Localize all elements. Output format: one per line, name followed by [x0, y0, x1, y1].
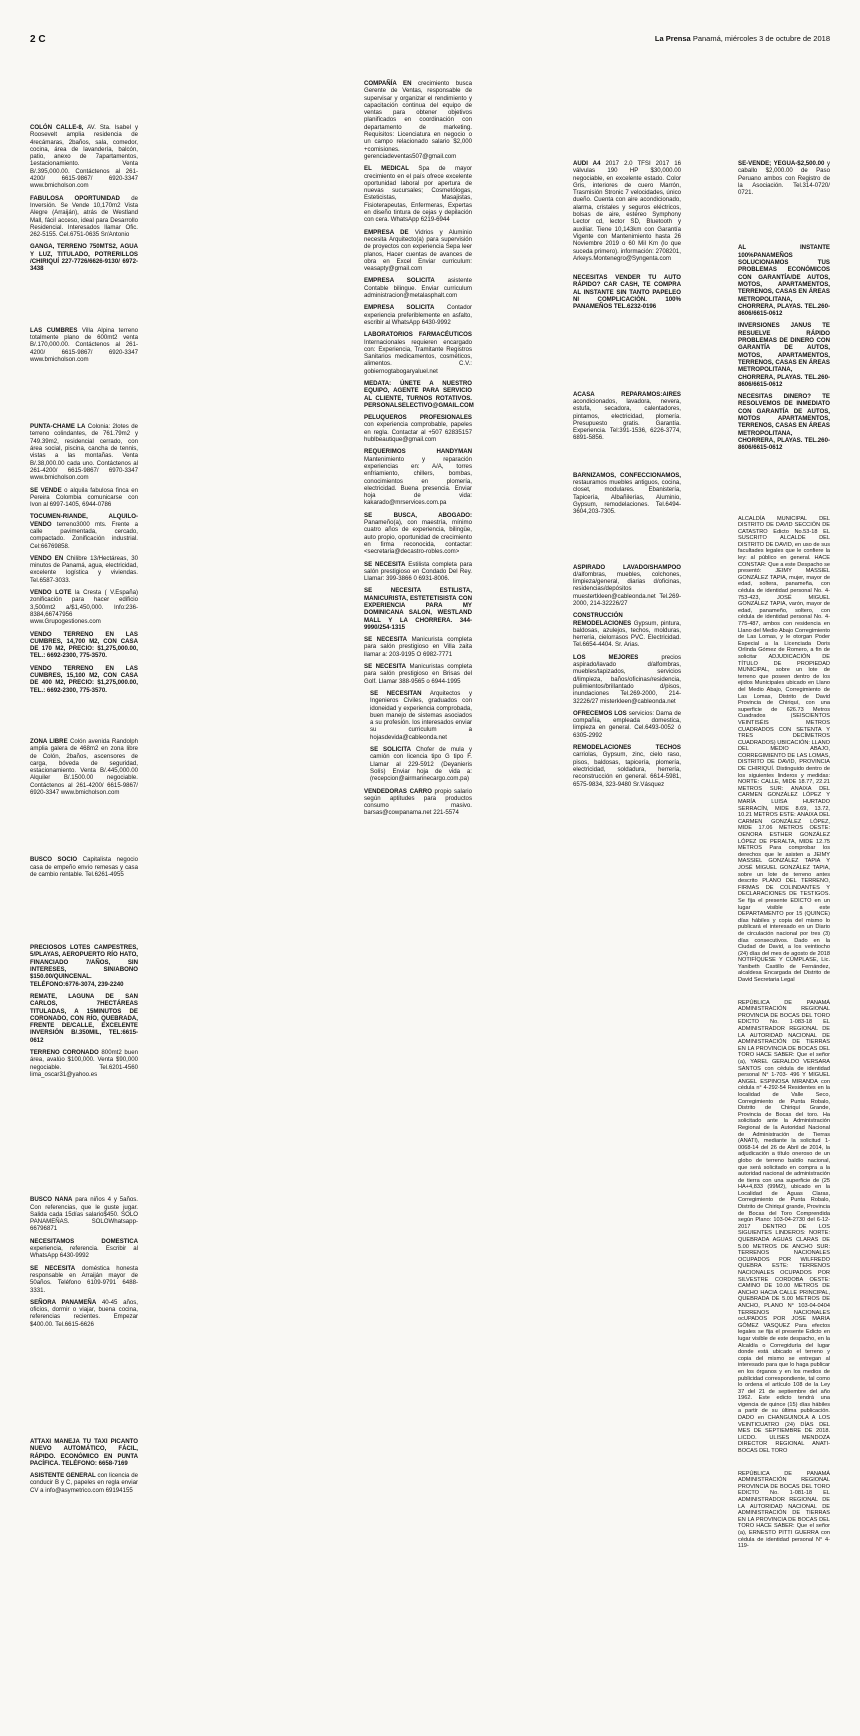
ad-lead: LABORATORIOS FARMACÉUTICOS — [364, 331, 472, 339]
ad-body: experiencia, referencia. Escribir al WhatsApp 6430-9992 — [30, 1245, 138, 1260]
brand-name: La Prensa — [654, 34, 691, 43]
classified-ad — [738, 160, 830, 196]
classified-ad — [573, 160, 681, 262]
ad-body: para niños 4 y 5años. Con referencias, que le guste jugar. Salida cada 15días salario$450. SOLO PANAMEÑAS. SOLOWhatsapp-66796871 — [30, 1196, 138, 1233]
ad-body: crecimiento busca Gerente de Ventas, responsable de supervisar y organizar el rendimiento y capacitación continua del equipo de ventas para obtener objetivos planificados en coordinación con departamento de marketing. Requisitos: Licenciatura en negocio o un campo relacionado salario $2,000 +comisiones. gerenciadeventas507@gmail.com — [364, 80, 472, 160]
ad-lead: BUSCO NANA — [30, 1196, 73, 1204]
classified-ad — [738, 393, 830, 451]
ad-body: servicios: Dama de compañía, empleada domestica, limpieza en general. Cel.6493-0052 ó 6305-2992 — [573, 709, 681, 739]
classified-ad — [364, 587, 472, 631]
ad-body: Arquitectos y Ingenieros Civiles, graduados con idoneidad y experiencia comprobada, buen manejo de sistemas asociados a su profesión. los interesados enviar su curriculum a hojasdevida@cableonda.net — [370, 689, 472, 741]
ad-body: Contador experiencia preferiblemente en asfalto, escribir al WhatsApp 6430-9992 — [364, 304, 473, 326]
ad-lead: TERRENO CORONADO — [30, 1049, 99, 1057]
ad-body: asistente Contable bilingue. Enviar curriculum administracion@metalasphalt.com — [364, 277, 472, 300]
classified-ad — [30, 944, 138, 988]
ad-lead: ASPIRADO LAVADO/SHAMPOO — [573, 563, 681, 571]
ad-body: Vidrios y Aluminio necesita Arquitecto(a) para supervisión de proyectos con experiencia Sepa leer planos, Hacer cuentas de avances de obra en Excel Enviar curriculum: veasapty@gmail.com — [364, 228, 472, 273]
ad-body: doméstica honesta responsable en Arraiján mayor de 50años. Teléfono 6109-9791 6488-3331. — [30, 1264, 138, 1294]
ad-lead: SE NECESITAN — [370, 689, 422, 697]
classified-ad — [30, 1049, 138, 1078]
ad-lead: LOS MEJORES — [573, 653, 639, 661]
ad-body: Colón avenida Randolph amplia galera de 468m2 en zona libre de Colón, 2baños, ascensores de carga, bóveda de seguridad, estacionamiento. Venta B/.445,000.00 Alquiler B/.1500.00 negociable. Contáctenos al 261-4200/ 6615-9867/ 6920-3347 www.bmicholson.com — [30, 737, 139, 796]
ad-body: acondicionados, lavadora, nevera, estufa, secadora, calentadores, pintamos, electricidad, plomería. Presupuesto gratis. Garantía. Experiencia. Tel:391-1536, 6226-3774, 6891-5856. — [573, 397, 681, 442]
ad-body: y caballo $2,000.00 de Paso Peruano ambos con Registro de la Asociación. Tel.314-0720/ 0721. — [738, 160, 830, 197]
ad-body: Chilibre 13/Hectáreas, 30 minutos de Panamá, agua, electricidad, excelente logística y viviendas. Tel.6587-3033. — [30, 554, 138, 584]
column-classifieds-2 — [364, 80, 472, 822]
classified-ad — [364, 165, 472, 223]
ad-body: Capitalista negocio casa de empeño envío remesas y casa de cambio rentable. Tel.6261-4955 — [30, 856, 139, 878]
ad-lead: CONSTRUCCIÓN REMODELACIONES — [573, 612, 632, 627]
legal-notice: REPÚBLICA DE PANAMÁ ADMINISTRACIÓN REGIONAL PROVINCIA DE BOCAS DEL TORO EDICTO No. 1-083-18 EL ADMINISTRADOR REGIONAL DE LA AUTORIDAD NACIONAL DE ADMINISTRACIÓN DE TIERRAS EN LA PROVINCIA DE BOCAS DEL TORO HACE SABER: Que el señor (a), YAREL GERALDO VERSARA SANTOS con cédula de identidad personal N° 1-703- 496 Y MIGUEL ANGEL ESPINOSA MIRANDA con cédula n° 4-292-54 Residentes en la localidad de Valle Seco, Corregimiento de Punta Robalo, Distrito de Chiriquí Grande, Provincia de Bocas del toro. Ha solicitado ante la Administración Regional de la Autoridad Nacional de Administración de Tierras (ANATI), mediante la solicitud 1-0068-14 del 26 de Abril de 2014, la adjudicación a título oneroso de un globo de terreno baldío nacional, que será solicitado en compra a la autoridad nacional de administración de tierra con una superficie de (25 HA+4,833 (99M2), ubicado en la Localidad de Aguas Claras, Corregimiento de Punta Robalo, Distrito de Chiriquí grande, Provincia de Bocas del Toro Comprendida según Plano: 103-04-2730 del 6-12-2017 DENTRO DE LOS SIGUIENTES LINDEROS: NORTE: QUEBRADA AGUAS CLARAS DE 5.00 METROS DE ANCHO SUR: TERRENOS NACIONALES OCUPADOS POR WILFREDO QUEBRA ESTE: TERRENOS NACIONALES OCUPADOS POR SILVESTRE CORDOBA OESTE: CAMINO DE 10.00 METROS DE ANCHO HACIA CALLE PRINCIPAL, QUEBRADA DE 5.00 METROS DE ANCHO, PLANO N° 103-04-0404 TERRENOS NACIONALES ocUPADOS POR JOSE MARIA GÓMEZ VASQUEZ Para efectos legales se fija el presente Edicto en lugar visible de este despacho, en la Alcaldía o Corregiduría del lugar donde está ubicado el terreno y copia del mismo se entregan al interesado para que lo haga publicar en los órganos y en los medios de publicidad correspondiente, tal como lo ordena el artículo 108 de la Ley 37 del 21 de septiembre del año 1962. Este edicto tendrá una vigencia de quince (15) días hábiles a partir de su última publicación. DADO en CHANGUINOLA A LOS VEINTICUATRO (24) DÍAS DEL MES DE SEPTIEMBRE DE 2018. LICDO. ULISES MENDOZA DIRECTOR REGIONAL ANATI-BOCAS DEL TORO — [738, 999, 830, 1455]
classified-ad — [30, 631, 138, 660]
classified-ad — [573, 472, 681, 516]
ad-lead: FABULOSA OPORTUNIDAD — [30, 194, 120, 202]
classified-ad — [30, 423, 138, 481]
ad-lead: SE SOLICITA — [370, 746, 412, 754]
ad-body: Manicuristas completa para salón prestigioso en Brisas del Golf. Llamar 388-9565 o 6944-1995 — [364, 663, 472, 685]
ad-lead: PUNTA-CHAME LA — [30, 423, 86, 431]
column-classifieds-4 — [738, 80, 830, 1555]
classified-ad — [364, 561, 472, 583]
ad-body: terreno3000 mts. Frente a calle pavimentada, cercado, compactado. Zonificación industrial. Cel:66769858. — [30, 520, 138, 550]
classified-ad — [573, 744, 681, 788]
ad-lead: VENDO TERRENO EN LAS CUMBRES, 15,100 M2, CON CASA DE 400 M2, PRECIO: $1,275,000.00, TEL.: 6692-2300, 775-3570. — [30, 664, 138, 694]
ad-lead: SE NECESITA — [364, 560, 406, 568]
ad-lead: ZONA LIBRE — [30, 737, 68, 745]
classified-ad — [30, 589, 138, 625]
ad-lead: SE-VENDE; YEGUA-$2,500.00 — [738, 160, 825, 167]
classified-ad — [573, 710, 681, 739]
ad-lead: OFRECEMOS LOS — [573, 709, 627, 717]
classified-ad — [364, 380, 472, 409]
classified-ad — [30, 738, 138, 796]
ad-body: Spa de mayor crecimiento en el país ofrece excelente oportunidad laboral por apertura de nuevas sucursales; Cosmetólogas, Esteticistas, Masajistas, Fisioterapeutas, Enfermeras, Expertas en diseño tintura de cejas y depilación con cera. WhatsApp 6219-6944 — [364, 165, 472, 224]
dateline: Panamá, miércoles 3 de octubre de 2018 — [692, 34, 830, 43]
classified-ad — [30, 555, 138, 584]
ad-lead: MEDATA: ÚNETE A NUESTRO EQUIPO, AGENTE PARA SERVICIO AL CLIENTE, TURNOS ROTATIVOS. PERSONALSELECTIVO@GMAIL.COM — [364, 379, 474, 409]
ad-body: Colonia: 2lotes de terreno colindantes, de 761.79m2 y 749.39m2, residencial cerrado, con área social, piscina, cancha de tennis, vistas a las montañas. Venta B/.38,000.00 cada uno. Contáctenos al 261-4200/ 6615-9867/ 6970-3347 www.bmicholson.com — [30, 423, 138, 482]
ad-lead: SE NECESITA — [364, 663, 407, 671]
ad-lead: SE VENDE — [30, 486, 62, 494]
ad-lead: SE BUSCA, ABOGADO: — [364, 511, 472, 519]
masthead — [655, 34, 830, 43]
classified-ad — [573, 564, 681, 608]
ad-lead: INVERSIONES JANUS TE RESUELVE RÁPIDO PROBLEMAS DE DINERO CON GARANTÍA DE AUTOS, MOTOS, APARTAMENTOS, TERRENOS, CASAS EN ÁREAS METROPOLITANA, CHORRERA, PLAYAS. TEL.260-8606/6615-0612 — [738, 322, 830, 388]
ad-lead: REQUERIMOS HANDYMAN — [364, 448, 472, 456]
classified-ad — [30, 856, 138, 878]
ad-lead: COLÓN CALLE-8, — [30, 124, 84, 131]
ad-lead: COMPAÑÍA EN — [364, 80, 412, 87]
classified-ad — [30, 243, 138, 272]
ad-body: 2017 2.0 TFSI 2017 16 válvulas 190 HP $30,000.00 negociable, en excelente estado. Color Gris, interiores de cuero Marrón, Trasmisión Stronic 7 velocidades, único dueño. Cuenta con aire acondicionado, alarma, cristales y seguros eléctricos, bolsas de aire, estéreo Symphony Lector cd, lector SD, Bluetooth y auxiliar. Tiene 10,143km con Garantía Vigente con Mantenimiento hasta 26 Noviembre 2019 o 60 Mil Km (lo que suceda primero). información: 2708201, Arkeys.Montenegro@Syngenta.com — [573, 160, 682, 262]
classified-ad — [573, 612, 681, 648]
classified-ad — [738, 322, 830, 388]
ad-body: precios aspirado/lavado d/alfombras, muebles/tapizados, servicios d/limpieza, baños/oficinas/residencia, pulimientos/brillantado d/pisos, inundaciones Tel.269-2000, 214-32226/27 misterkleen@cableonda.net — [573, 653, 681, 705]
ad-lead: PELUQUEROS PROFESIONALES — [364, 414, 472, 422]
ad-lead: EMPRESA SOLICITA — [364, 304, 435, 312]
classified-ad — [30, 1299, 138, 1328]
ad-lead: VENDO TERRENO EN LAS CUMBRES, 14,700 M2, CON CASA DE 170 M2, PRECIO: $1,275,000.00, TEL.: 6692-2300, 775-3570. — [30, 630, 138, 660]
ad-lead: SE NECESITA — [364, 636, 408, 644]
classified-ad — [30, 327, 138, 363]
column-classifieds-3 — [573, 80, 681, 793]
ad-body: d/alfombras, muebles, colchones, limpieza/general, diarias d/oficinas, residencias/depósitos muestertkleen@cableonda.net Tel.269-2000, 214-32226/27 — [573, 570, 681, 607]
ad-body: restauramos muebles antiguos, cocina, closet, modulares. Ebanistería, Tapicería, Albañilerías, Aluminio, Gypsum, remodelaciones. Tel.6494-3604,203-7305. — [573, 479, 681, 516]
classified-ad — [364, 636, 472, 658]
classified-ad — [573, 654, 681, 705]
classified-ad — [30, 665, 138, 694]
ad-lead: SE NECESITA — [30, 1264, 76, 1272]
ad-lead: NECESITAS VENDER TU AUTO RÁPIDO? CAR CASH, TE COMPRA AL INSTANTE SIN TANTO PAPELEO NI COMPLICACIÓN. 100% PANAMEÑOS TEL.6232-0196 — [573, 274, 681, 311]
classified-ad — [30, 993, 138, 1044]
classified-ad — [30, 124, 138, 190]
ad-body: AV. Sta. Isabel y Roosevelt amplia residencia de 4recámaras, 2baños, sala, comedor, cocina, área de lavandería, balcón, patio, anexo de 7apartamentos, 1estacionamiento. Venta B/.395,000.00. Contáctenos al 261-4200/ 6615-9867/ 6920-3347 www.bmicholson.com — [30, 124, 138, 190]
ad-lead: GANGA, TERRENO 750MTS2, AGUA Y LUZ, TITULADO, POTRERILLOS /CHIRIQUÍ 227-7726/6626-9130/ 6972-3438 — [30, 243, 138, 273]
ad-body: propio salario según aptitudes para productos consumo masivo. barsas@cowpanama.net 221-5574 — [364, 787, 472, 817]
ad-lead: NECESITAMOS DOMESTICA — [30, 1237, 138, 1245]
classified-ad — [30, 195, 138, 239]
classified-ad — [30, 1438, 138, 1467]
ad-lead: BUSCO SOCIO — [30, 856, 78, 864]
ad-lead: SE NECESITA ESTILISTA, MANICURISTA, ESTETETISISTA CON EXPERIENCIA PARA MY DOMINICANA SALON, WESTLAND MALL Y LA CHORRERA. 344-9990/254-1315 — [364, 587, 472, 631]
classified-ad — [364, 746, 472, 782]
ad-body: carriolas, Gypsum, zinc, cielo raso, pisos, baldosas, tapicería, plomería, electricidad, soldadura, herrería, reconstrucción en general. 6614-5981, 6575-9834, 323-9480 Sr.Vásquez — [573, 751, 681, 788]
classified-ad — [364, 331, 472, 375]
ad-body: la Cresta ( V.España) zonificación para hacer edificio 3,500mt2 a/$1,450,000. Info:236-8384,66747956 www.Grupogestiones.com — [30, 589, 138, 626]
legal-notice: ALCALDÍA MUNICIPAL DEL DISTRITO DE DAVID SECCIÓN DE CATASTRO Edicto No.53-18 EL SUSCRITO ALCALDE DEL DISTRITO DE DAVID, en uso de sus facultades legales que le confiere la ley: al público en general. HACE CONSTAR: Que a este Despacho se presentó: JEIMY MASSIEL GONZÁLEZ TAPIA, mujer, mayor de edad, soltera, panameña, con cédula de identidad personal No. 4-753-423, JOSÉ MIGUEL GONZÁLEZ TAPIA, varón, mayor de edad, panameño, soltero, con cédula de identidad personal No. 4-775-487, ambos con residencia en Llano del Medio Abajo Corregimiento de Las Lomas, y le otorgan Poder Especial a la Licenciada Doris Orlinda Gómez de Romero, a fin de solicitar ADJUDICACIÓN DE TÍTULO DE PROPIEDAD MUNICIPAL, sobre un lote de terreno que poseen dentro de los ejidos Municipales ubicado en Llano del Medio Abajo, Corregimiento de Las Lomas, Distrito de David Provincia de Chiriquí, con una superficie de 626.73 Metros Cuadrados (SEISCIENTOS VEINTISÉIS METROS CUADRADOS CON SETENTA Y TRES DECÍMETROS CUADRADOS) UBICACIÓN: LLANO DEL MEDIO ABAJO, CORREGIMIENTO DE LAS LOMAS, DISTRITO DE DAVID, PROVINCIA DE CHIRIQUÍ. Distinguido dentro de los siguientes linderos y medidas: NORTE: CALLE, MIDE 18.77, 22.21 METROS SUR: ANAIXA DEL CARMEN GONZÁLEZ LÓPEZ Y MARÍA LUISA HURTADO SERRACÍN, MIDE 8.69, 13.72, 10.21 METROS ESTE: ANAIXA DEL CARMEN GONZÁLEZ LÓPEZ, MIDE 17.06 METROS OESTE: OENORA ESTHER GONZÁLEZ LÓPEZ DE PERALTA, MIDE 12.75 METROS Para comprobar los derechos que le asisten a JEIMY MASSIEL GONZÁLEZ TAPIA Y JOSÉ MIGUEL GONZÁLEZ TAPIA, sobre un lote de terreno antes descrito PLANO DEL TERRENO, FIRMAS DE COLINDANTES Y DECLARACIONES DE TESTIGOS. Se fija el presente EDICTO en un lugar visible a este DEPARTAMENTO por 15 (QUINCE) días hábiles y copia del mismo lo publicará el interesado en un Diario de circulación nacional por tres (3) días consecutivos. Dado en la Ciudad de David, a los veintiocho (24) días del mes de agosto de 2018 NOTIFÍQUESE Y CÚMPLASE, Lic. Yanibeth Castillo de Fernández, alcaldesa Encargada del Distrito de David Secretaria Legal — [738, 515, 830, 984]
classified-ad — [364, 304, 472, 326]
ad-lead: EMPRESA SOLICITA — [364, 277, 435, 285]
ad-body: Manicurista completa para salón prestigioso en Villa zaita llamar a: 203-9195 O 6982-7771 — [364, 636, 472, 658]
ad-lead: VENDO LOTE — [30, 589, 72, 597]
ad-lead: ASISTENTE GENERAL — [30, 1472, 96, 1480]
classified-ad — [364, 448, 472, 506]
ad-lead: EMPRESA DE — [364, 228, 409, 236]
ad-body: 40-45 años, oficios, dormir o viajar, buena cocina, referencias recientes. Empezar $400.00. Tel.6615-6626 — [30, 1298, 138, 1328]
ad-lead: SEÑORA PANAMEÑA — [30, 1298, 97, 1306]
classified-ad — [30, 1472, 138, 1494]
classified-ad — [573, 274, 681, 310]
ad-body: Mantenimiento y reparación experiencias en: A/A, torres enfriamiento, chillers, bombas, conocimientos en plomería, electricidad. Buena presencia. Enviar hoja de vida: kakarado@mrservices.com.pa — [364, 455, 472, 507]
ad-body: con experiencia comprobable, papeles en regla. Contactar al +507 62835157 hublbeautique@gmail.com — [364, 421, 472, 444]
classified-ad — [738, 244, 830, 317]
ad-lead: REMODELACIONES TECHOS — [573, 744, 681, 752]
ad-lead: LAS CUMBRES — [30, 326, 78, 334]
ad-body: o alquila fabulosa finca en Pereira Colombia comunicarse con Ivon al 6997-1405, 6944-0786 — [30, 486, 138, 509]
classified-ad — [573, 391, 681, 442]
classified-ad — [364, 512, 472, 556]
ad-body: Panameño(a), con maestría, mínimo cuatro años de experiencia, bilingüe, auto propio, oportunidad de crecimiento en firma reconocida, contactar: <secretaria@decastro-robles.com> — [364, 519, 472, 556]
legal-notice: REPÚBLICA DE PANAMÁ ADMINISTRACIÓN REGIONAL PROVINCIA DE BOCAS DEL TORO EDICTO No. 1-081-18 EL ADMINISTRADOR REGIONAL DE LA AUTORIDAD NACIONAL DE ADMINISTRACIÓN DE TIERRAS EN LA PROVINCIA DE BOCAS DEL TORO HACE SABER: Que el señor (a), ERNESTO PITTI GUERRA con cédula de identidad personal N° 4-119- — [738, 1470, 830, 1550]
ad-lead: AUDI A4 — [573, 160, 601, 167]
classified-ad — [364, 663, 472, 685]
ad-body: Chofer de mula y camión con licencia tipo G tipo F. Llamar al 229-5912 (Deyanieris Solís) Enviar hoja de vida a: (recepcion@airmarinecargo.com.pa) — [370, 746, 472, 783]
classified-ad — [364, 277, 472, 299]
classified-ad — [364, 80, 472, 160]
ad-lead: REMATE, LAGUNA DE SAN CARLOS, 7HECTÁREAS TITULADAS, A 15MINUTOS DE CORONADO, CON RÍO, QUEBRADA, FRENTE DE/CALLE, EXCELENTE INVERSIÓN B/.350MIL, TEL:6615-0612 — [30, 992, 138, 1044]
classified-ad — [364, 229, 472, 273]
classified-ad — [364, 414, 472, 443]
ad-body: con licencia de conducir B y C, papeles en regla enviar CV a info@asymetrico.com 69194155 — [30, 1472, 138, 1494]
ad-lead: BARNIZAMOS, CONFECCIONAMOS, — [573, 471, 681, 479]
page-header — [30, 34, 830, 48]
ad-lead: PRECIOSOS LOTES CAMPESTRES, 5/PLAYAS, AEROPUERTO RÍO HATO, FINANCIADO 7/AÑOS, SIN INTERESES, SIN/ABONO $150.00/QUINCENAL. TELÉFONO:6776-3074, 239-2240 — [30, 944, 138, 988]
classified-ad — [364, 690, 472, 741]
classified-ad — [30, 1238, 138, 1260]
ad-body: 800mt2 buen área, avalúo $100,000. Venta $90,000 negociable. Tel.6201-4560 lima_oscar31@yahoo.es — [30, 1049, 138, 1078]
column-classifieds-1 — [30, 80, 138, 1499]
ad-lead: AL INSTANTE 100%PANAMEÑOS SOLUCIONAMOS TUS PROBLEMAS ECONÓMICOS CON GARANTÍA/DE AUTOS, MOTOS, APARTAMENTOS, TERRENOS, CASAS EN ÁREAS METROPOLITANA, CHORRERA, PLAYAS. TEL.260-8606/6615-0612 — [738, 244, 830, 318]
ad-body: Villa Alpina terreno totalmente plano de 600mt2 venta B/.170,000.00. Contáctenos al 261-4200/ 6615-9867/ 6920-3347 www.bmicholson.com — [30, 326, 138, 363]
ad-lead: ACASA REPARAMOS:AIRES — [573, 390, 681, 398]
classified-ad — [364, 788, 472, 817]
classified-ad — [30, 513, 138, 549]
ad-body: de Inversión. Se Vende 10,170m2 Vista Alegre (Arraiján), atrás de Westland Mall, fácil acceso, ideal para Desarrollo Residencial. Interesados llamar Ofic. 262-5155. Cel.6751-0635 Sr/Antonio — [30, 194, 138, 239]
ad-body: Internacionales requieren encargado con: Experiencia, Tramitante Registros Sanitarios medicamentos, cosméticos, alimentos. C.V.: gobiernogtabogaryaluel.net — [364, 338, 472, 375]
ad-lead: TOCUMEN-RIANDE, ALQUILO-VENDO — [30, 513, 138, 528]
ad-lead: VENDO EN — [30, 554, 64, 562]
ad-body: Gypsum, pintura, baldosas, azulejos, techos, molduras, herrería, cielorrasos PVC. Electricidad. Tel.6654-4404. Sr. Arias. — [573, 619, 681, 649]
ad-lead: EL MEDICAL — [364, 165, 409, 173]
ad-body: Estilista completa para salón prestigioso en Condado Del Rey. Llamar: 399-3866 0 6931-8006. — [364, 560, 472, 583]
ad-lead: VENDEDORAS CARRO — [364, 787, 432, 795]
page-number: 2 C — [30, 34, 46, 45]
classified-ad — [30, 1265, 138, 1294]
ad-lead: ATTAXI MANEJA TU TAXI PICANTO NUEVO AUTOMÁTICO, FÁCIL, RÁPIDO. ECONÓMICO EN PUNTA PACÍFICA. TELÉFONO: 6658-7169 — [30, 1437, 138, 1467]
classified-ad — [30, 1196, 138, 1232]
ad-lead: NECESITAS DINERO? TE RESOLVEMOS DE INMEDIATO CON GARANTÍA DE AUTOS, MOTOS APARTAMENTOS, TERRENOS, CASAS EN ÁREAS METROPOLITANA, CHORRERA, PLAYAS. TEL.260-8606/6615-0612 — [738, 393, 830, 452]
classified-ad — [30, 487, 138, 509]
